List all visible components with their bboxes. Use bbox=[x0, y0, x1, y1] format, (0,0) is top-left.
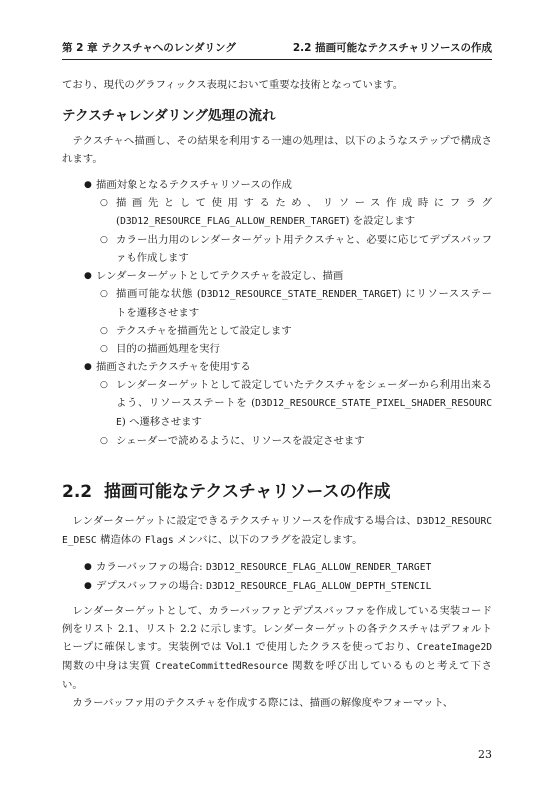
list-item bbox=[62, 267, 492, 358]
flag-label: デプスバッファの場合: bbox=[96, 580, 207, 592]
list-item bbox=[96, 231, 492, 267]
bullet-icon: ● bbox=[84, 271, 92, 281]
circle-bullet-icon: ○ bbox=[100, 436, 108, 446]
code-text: D3D12_RESOURCE_STATE_PIXEL_SHADER_RESOURCE bbox=[116, 398, 492, 428]
step-text: レンダーターゲットとしてテクスチャを設定し、描画 bbox=[96, 270, 344, 282]
bullet-icon: ● bbox=[84, 562, 92, 572]
code-text: D3D12_RESOURCE_DESC bbox=[62, 516, 492, 546]
sub-text: 描画先として使用するため、リソース作成時にフラグ ( bbox=[116, 197, 492, 227]
section-title: 描画可能なテクスチャリソースの作成 bbox=[104, 482, 391, 502]
sub-text: レンダーターゲットとして設定していたテクスチャをシェーダーから利用出来るよう、リソースステートを ( bbox=[116, 379, 492, 409]
sub-text: ) にリソースステートを遷移させます bbox=[116, 288, 492, 319]
list-item bbox=[62, 358, 492, 450]
bullet-icon: ● bbox=[84, 180, 92, 190]
sub-list bbox=[96, 194, 492, 267]
code-text: D3D12_RESOURCE_FLAG_ALLOW_RENDER_TARGET bbox=[205, 562, 432, 573]
sub-text: 目的の描画処理を実行 bbox=[116, 343, 220, 355]
page-number: 23 bbox=[478, 748, 492, 761]
step-text: 描画対象となるテクスチャリソースの作成 bbox=[96, 179, 292, 191]
circle-bullet-icon: ○ bbox=[100, 326, 108, 336]
bullet-icon: ● bbox=[84, 362, 92, 372]
steps-list bbox=[62, 176, 492, 450]
paragraph-text: 関数を呼び出しているものと考えて下さい。 bbox=[62, 660, 492, 691]
circle-bullet-icon: ○ bbox=[100, 198, 108, 208]
list-item bbox=[62, 558, 492, 577]
section-paragraph-3: カラーバッファ用のテクスチャを作成する際には、描画の解像度やフォーマット、 bbox=[72, 697, 454, 709]
flag-label: カラーバッファの場合: bbox=[96, 561, 206, 573]
sub-list bbox=[96, 376, 492, 450]
sub-text: テクスチャを描画先として設定します bbox=[116, 325, 292, 337]
code-text: CreateImage2D bbox=[416, 642, 492, 653]
paragraph-text: 関数の中身は実質 bbox=[62, 660, 156, 672]
circle-bullet-icon: ○ bbox=[100, 344, 108, 354]
section-heading bbox=[62, 480, 492, 504]
paragraph-text: メンバに、以下のフラグを設定します。 bbox=[173, 534, 363, 546]
paragraph-text: レンダーターゲットに設定できるテクスチャリソースを作成する場合は、 bbox=[72, 515, 417, 527]
paragraph-text: レンダーターゲットとして、カラーバッファとデプスバッファを作成している実装コード例をリスト 2.1、リスト 2.2 に示します。レンダーターゲットの各テクスチャはデフォルトヒープに確保します。実装例では Vol.1 で使用したクラスを使っており、 bbox=[62, 605, 492, 653]
page-content bbox=[62, 76, 492, 712]
code-text: CreateCommittedResource bbox=[155, 661, 289, 672]
running-head bbox=[62, 40, 492, 60]
sub-text: ) を設定します bbox=[345, 215, 416, 227]
code-text: D3D12_RESOURCE_STATE_RENDER_TARGET bbox=[200, 289, 398, 300]
section-paragraph-2 bbox=[62, 602, 492, 694]
subsection-heading: テクスチャレンダリング処理の流れ bbox=[62, 108, 276, 124]
intro-line: ており、現代のグラフィックス表現において重要な技術となっています。 bbox=[62, 79, 404, 91]
circle-bullet-icon: ○ bbox=[100, 289, 108, 299]
circle-bullet-icon: ○ bbox=[100, 380, 108, 390]
sub-text: カラー出力用のレンダーターゲット用テクスチャと、必要に応じてデプスバッファも作成します bbox=[116, 234, 492, 264]
section-paragraph-1 bbox=[62, 512, 492, 550]
section-number: 2.2 bbox=[62, 482, 93, 502]
code-text: Flags bbox=[144, 535, 174, 546]
list-item bbox=[96, 322, 492, 340]
paragraph-text: 構造体の bbox=[96, 534, 145, 546]
list-item bbox=[96, 194, 492, 231]
running-head-chapter: 第 2 章 テクスチャへのレンダリング bbox=[62, 42, 236, 54]
circle-bullet-icon: ○ bbox=[100, 235, 108, 245]
list-item bbox=[96, 376, 492, 432]
code-text: D3D12_RESOURCE_FLAG_ALLOW_DEPTH_STENCIL bbox=[206, 581, 432, 592]
code-text: D3D12_RESOURCE_FLAG_ALLOW_RENDER_TARGET bbox=[120, 216, 346, 227]
list-item bbox=[62, 176, 492, 267]
step-text: 描画されたテクスチャを使用する bbox=[96, 361, 251, 373]
sub-list bbox=[96, 285, 492, 358]
sub-text: 描画可能な状態 ( bbox=[116, 288, 201, 300]
sub-text: ) へ遷移させます bbox=[121, 416, 202, 428]
list-item bbox=[62, 577, 492, 596]
running-head-section: 2.2 描画可能なテクスチャリソースの作成 bbox=[292, 42, 492, 54]
list-item bbox=[96, 432, 492, 450]
list-item bbox=[96, 340, 492, 358]
bullet-icon: ● bbox=[84, 581, 92, 591]
subsection-paragraph: テクスチャへ描画し、その結果を利用する一連の処理は、以下のようなステップで構成されます。 bbox=[62, 135, 492, 165]
sub-text: シェーダーで読めるように、リソースを設定させます bbox=[116, 435, 365, 447]
flags-list bbox=[62, 558, 492, 596]
list-item bbox=[96, 285, 492, 322]
